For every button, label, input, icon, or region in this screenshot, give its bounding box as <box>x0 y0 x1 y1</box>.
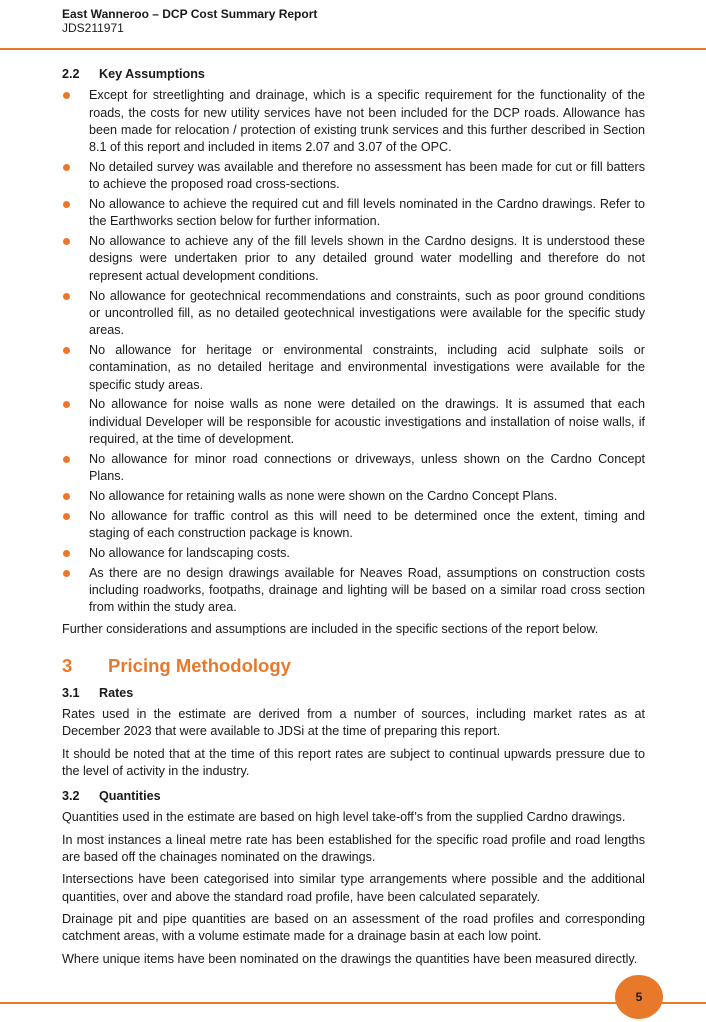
page-number: 5 <box>615 975 663 1019</box>
section-number: 3.1 <box>62 685 80 700</box>
list-item: Except for streetlighting and drainage, which is a specific requirement for the functionality of the roads, the costs for new utility services have not been included for the DCP roads. Allowance has been made for relocation / protection of existing trunk services and this further described in Section 8.1 of this report and included in items 2.07 and 3.07 of the OPC. <box>62 87 645 156</box>
header-divider <box>0 48 706 50</box>
list-item: No allowance for geotechnical recommendations and constraints, such as poor ground conditions or uncontrolled fill, as no detailed geotechnical investigations were available for the specific study areas. <box>62 288 645 340</box>
report-title: East Wanneroo – DCP Cost Summary Report <box>62 7 318 21</box>
section-number: 3.2 <box>62 789 80 804</box>
list-item: No allowance for minor road connections or driveways, unless shown on the Cardno Concept Plans. <box>62 451 645 486</box>
assumptions-closing-paragraph: Further considerations and assumptions are included in the specific sections of the report below. <box>62 622 599 637</box>
paragraph: Where unique items have been nominated on the drawings the quantities have been measured directly. <box>62 951 638 966</box>
section-title: Key Assumptions <box>99 67 205 81</box>
list-item: No allowance for traffic control as this will need to be determined once the extent, timing and staging of each construction package is known. <box>62 508 645 543</box>
bullet-icon <box>63 550 70 557</box>
list-item: No allowance to achieve the required cut and fill levels nominated in the Cardno drawings. Refer to the Earthworks section below for further information. <box>62 196 645 231</box>
paragraph: Rates used in the estimate are derived from a number of sources, including market rates as at December 2023 that were available to JDSi at the time of preparing this report. <box>62 707 645 739</box>
bullet-icon <box>63 456 70 463</box>
bullet-icon <box>63 238 70 245</box>
report-reference: JDS211971 <box>62 21 124 35</box>
section-3-1-heading <box>62 685 645 702</box>
list-item: No allowance for noise walls as none were detailed on the drawings. It is assumed that each individual Developer will be responsible for acoustic investigations and installation of noise walls, if required, at the time of development. <box>62 396 645 448</box>
section-title: Pricing Methodology <box>108 654 291 676</box>
key-assumptions-list <box>62 87 645 616</box>
list-item: No allowance for retaining walls as none were shown on the Cardno Concept Plans. <box>62 488 645 505</box>
bullet-icon <box>63 92 70 99</box>
bullet-icon <box>63 201 70 208</box>
bullet-icon <box>63 401 70 408</box>
list-item: No allowance to achieve any of the fill levels shown in the Cardno designs. It is understood these designs were undertaken prior to any detailed ground water modelling and therefore do not represent actual development conditions. <box>62 233 645 285</box>
section-3-heading <box>62 655 645 677</box>
bullet-icon <box>63 347 70 354</box>
bullet-icon <box>63 493 70 500</box>
bullet-icon <box>63 570 70 577</box>
paragraph: Quantities used in the estimate are based on high level take-off’s from the supplied Cardno drawings. <box>62 810 626 825</box>
section-title: Quantities <box>99 789 161 804</box>
page-header <box>62 7 317 35</box>
list-item: As there are no design drawings available for Neaves Road, assumptions on construction costs including roadworks, footpaths, drainage and lighting will be based on a similar road cross section from within the study area. <box>62 565 645 617</box>
list-item: No allowance for landscaping costs. <box>62 545 645 562</box>
list-item: No allowance for heritage or environmental constraints, including acid sulphate soils or contamination, as no detailed heritage and environmental investigations were available for the specific study areas. <box>62 342 645 394</box>
paragraph: It should be noted that at the time of this report rates are subject to continual upwards pressure due to the level of activity in the industry. <box>62 746 645 778</box>
paragraph: Intersections have been categorised into similar type arrangements where possible and the additional quantities, over and above the standard road profile, have been calculated separately. <box>62 872 645 904</box>
section-title: Rates <box>99 685 134 700</box>
bullet-icon <box>63 164 70 171</box>
footer-divider <box>0 1002 706 1004</box>
paragraph: In most instances a lineal metre rate has been established for the specific road profile and road lengths are based off the chainages nominated on the drawings. <box>62 832 645 865</box>
section-number: 3 <box>62 654 73 676</box>
section-2-2-heading <box>62 66 645 83</box>
bullet-icon <box>63 293 70 300</box>
page-content <box>62 66 645 973</box>
paragraph: Drainage pit and pipe quantities are based on an assessment of the road profiles and corresponding catchment areas, with a volume estimate made for a drainage basin at each low point. <box>62 911 645 944</box>
section-3-2-heading <box>62 788 645 805</box>
section-number: 2.2 <box>62 67 80 81</box>
bullet-icon <box>63 513 70 520</box>
list-item: No detailed survey was available and therefore no assessment has been made for cut or fill batters to achieve the proposed road cross-sections. <box>62 159 645 194</box>
